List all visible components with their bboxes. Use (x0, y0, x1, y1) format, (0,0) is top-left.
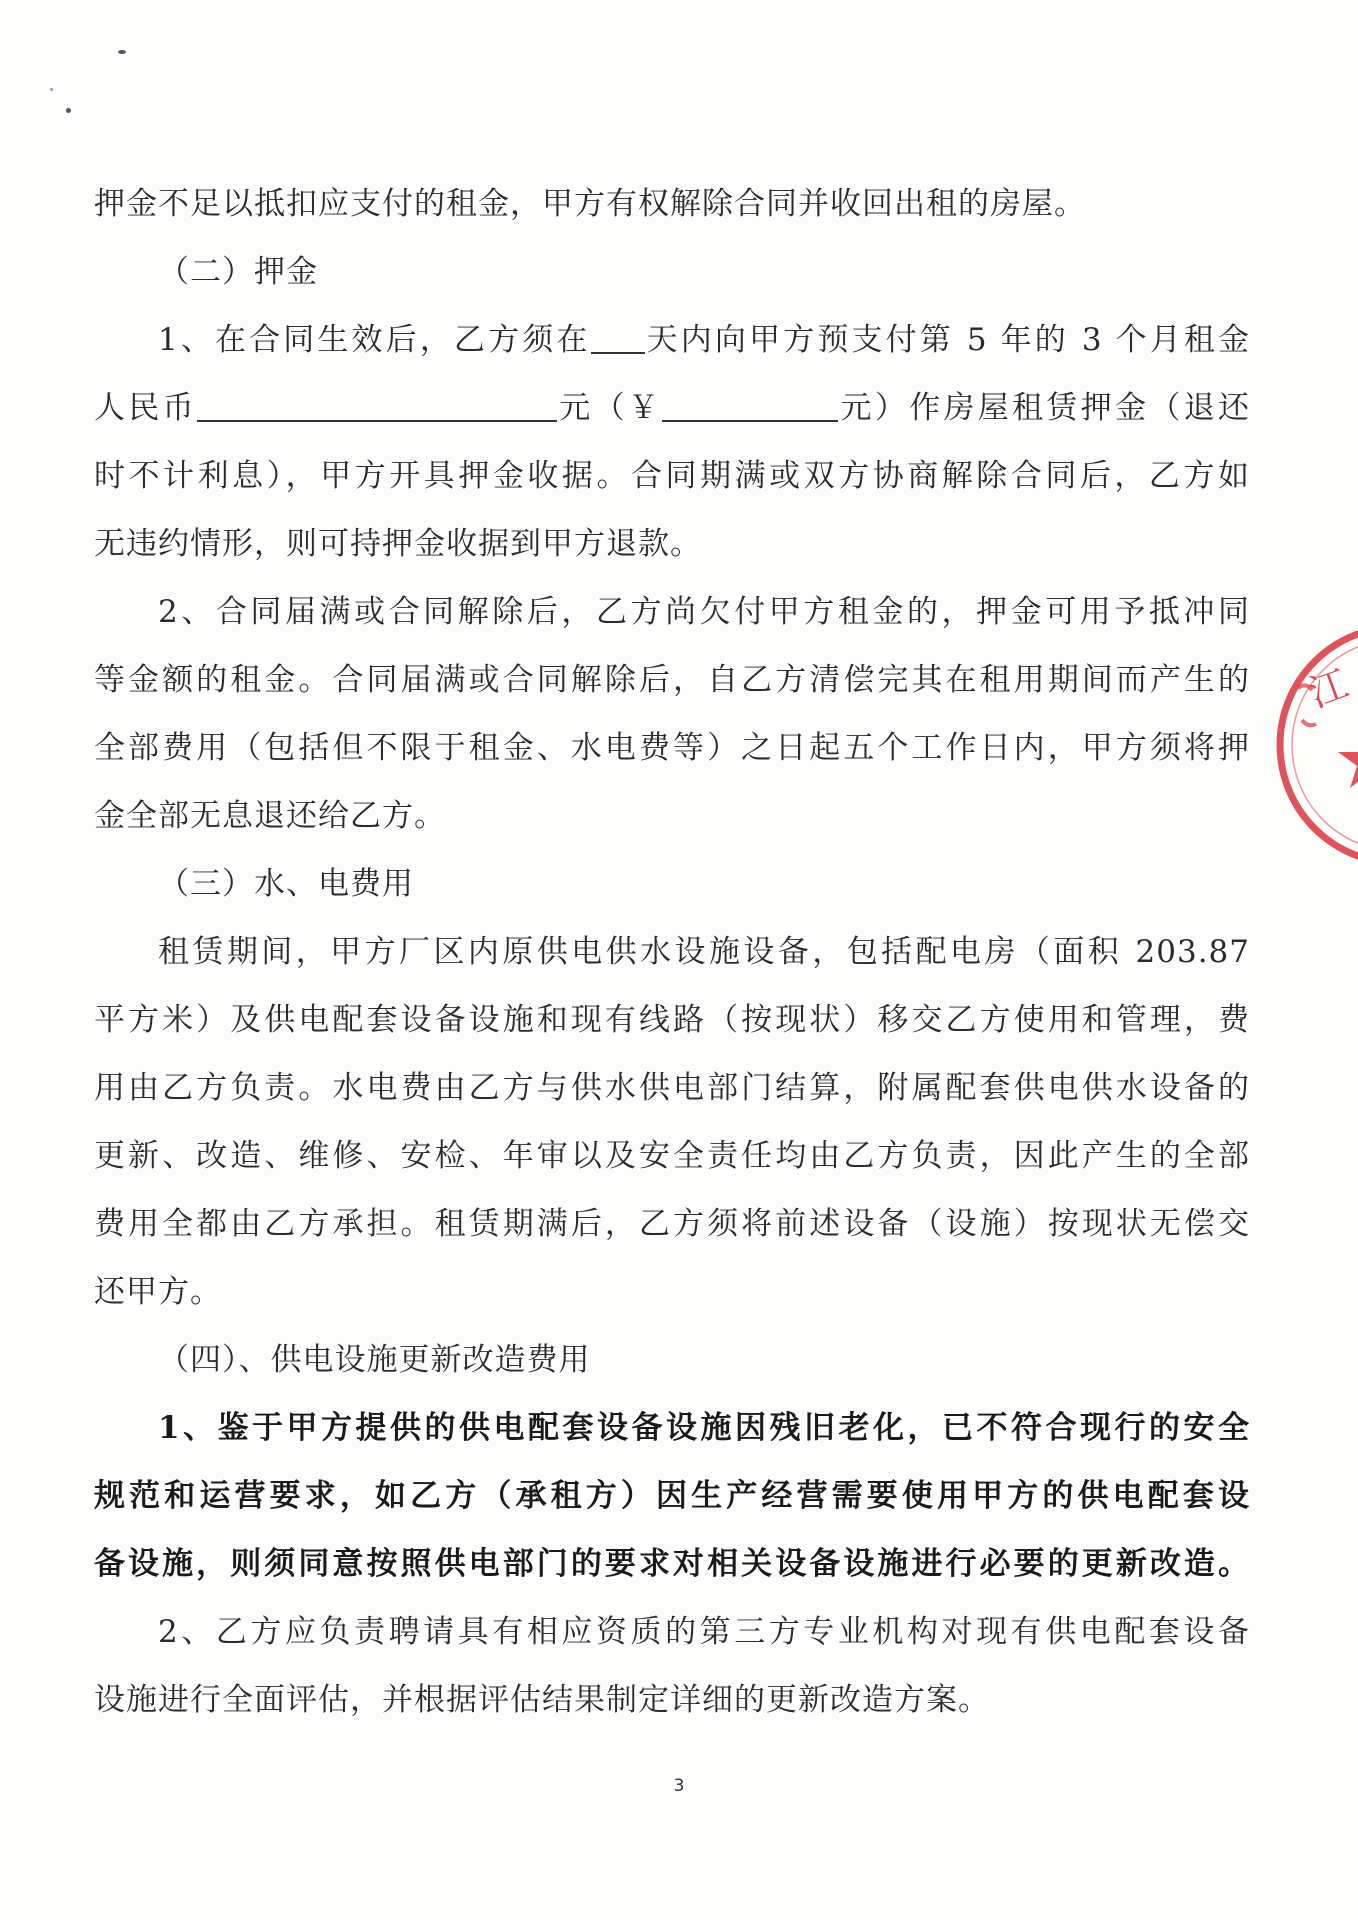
text-line (94, 374, 1250, 442)
scan-speck (66, 108, 71, 113)
text-line: 还甲方。 (94, 1274, 222, 1310)
blank-amount-words-field (197, 390, 557, 422)
text-fragment: 天内向甲方预支付第 5 年的 3 个月租金 (644, 322, 1250, 358)
text-fragment: 人民币 (94, 390, 197, 426)
text-line: 全部费用（包括但不限于租金、水电费等）之日起五个工作日内，甲方须将押 (94, 730, 1250, 766)
text-line: 时不计利息），甲方开具押金收据。合同期满或双方协商解除合同后，乙方如 (94, 458, 1250, 494)
text-line: 等金额的租金。合同届满或合同解除后，自乙方清偿完其在租用期间而产生的 (94, 662, 1250, 698)
blank-amount-number-field (662, 390, 838, 422)
text-line: 租赁期间，甲方厂区内原供电供水设施设备，包括配电房（面积 203.87 (158, 934, 1250, 970)
bold-text-line: 备设施，则须同意按照供电部门的要求对相关设备设施进行必要的更新改造。 (94, 1546, 1250, 1582)
text-line: 费用全都由乙方承担。租赁期满后，乙方须将前述设备（设施）按现状无偿交 (94, 1206, 1250, 1242)
red-seal-stamp (1248, 620, 1358, 880)
blank-days-field (591, 322, 645, 354)
text-line: 无违约情形，则可持押金收据到甲方退款。 (94, 526, 702, 562)
scan-speck (50, 88, 53, 91)
text-line: 平方米）及供电配套设备设施和现有线路（按现状）移交乙方使用和管理，费 (94, 1002, 1250, 1038)
bold-text-line: 规范和运营要求，如乙方（承租方）因生产经营需要使用甲方的供电配套设 (94, 1478, 1250, 1514)
text-line (94, 306, 1250, 374)
text-fragment: 元）作房屋租赁押金（退还 (838, 390, 1250, 426)
section-heading-power-upgrade: （四）、供电设施更新改造费用 (158, 1342, 591, 1378)
document-body (94, 170, 1250, 1734)
section-heading-deposit: （二）押金 (158, 254, 318, 290)
text-line: 更新、改造、维修、安检、年审以及安全责任均由乙方负责，因此产生的全部 (94, 1138, 1250, 1174)
seal-character: 江 (1303, 661, 1354, 716)
text-line: 设施进行全面评估，并根据评估结果制定详细的更新改造方案。 (94, 1682, 990, 1718)
page-number: 3 (673, 1776, 685, 1796)
section-heading-utilities: （三）水、电费用 (158, 866, 414, 902)
text-line: 2、合同届满或合同解除后，乙方尚欠付甲方租金的，押金可用予抵冲同 (158, 594, 1250, 630)
text-line: 押金不足以抵扣应支付的租金，甲方有权解除合同并收回出租的房屋。 (94, 186, 1086, 222)
text-line: 用由乙方负责。水电费由乙方与供水供电部门结算，附属配套供电供水设备的 (94, 1070, 1250, 1106)
scan-speck (118, 50, 126, 54)
text-fragment: 1、在合同生效后，乙方须在 (158, 322, 591, 358)
text-line: 金全部无息退还给乙方。 (94, 798, 446, 834)
text-line: 2、乙方应负责聘请具有相应资质的第三方专业机构对现有供电配套设备 (158, 1614, 1250, 1650)
bold-text-line: 1、鉴于甲方提供的供电配套设备设施因残旧老化，已不符合现行的安全 (158, 1410, 1250, 1446)
text-fragment: 元（￥ (556, 390, 663, 426)
